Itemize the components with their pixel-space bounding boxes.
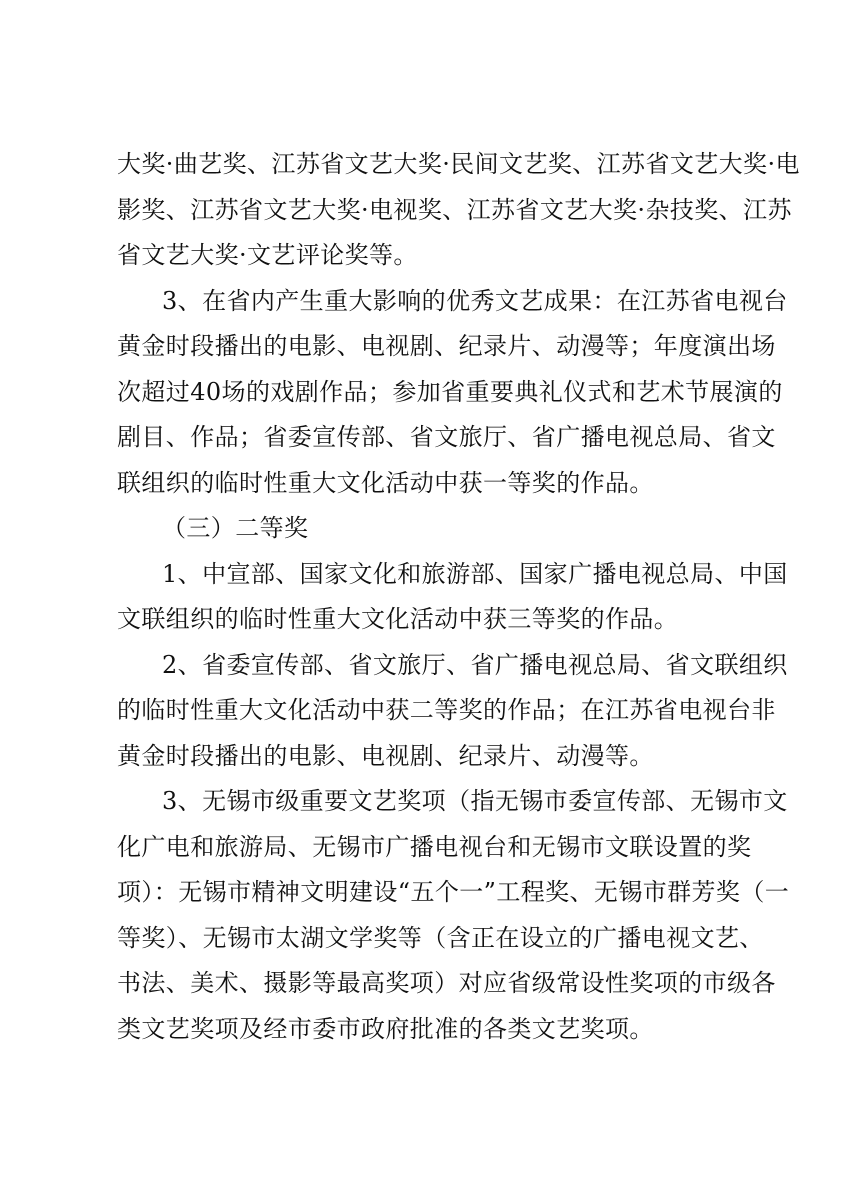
text-line: 大奖·曲艺奖、江苏省文艺大奖·民间文艺奖、江苏省文艺大奖·电	[117, 150, 800, 178]
text-line: 3、无锡市级重要文艺奖项（指无锡市委宣传部、无锡市文	[162, 787, 788, 815]
text-line: 的临时性重大文化活动中获二等奖的作品；在江苏省电视台非	[117, 696, 776, 724]
section-heading: （三）二等奖	[162, 514, 309, 542]
text-line: 文联组织的临时性重大文化活动中获三等奖的作品。	[117, 605, 679, 633]
paragraph-item-3	[117, 779, 790, 1052]
section-heading-second-class	[117, 506, 742, 552]
text-line: 剧目、作品；省委宣传部、省文旅厅、省广播电视总局、省文	[117, 423, 776, 451]
text-line: 次超过40场的戏剧作品；参加省重要典礼仪式和艺术节展演的	[117, 377, 783, 406]
paragraph-item-1	[117, 552, 788, 643]
text-line: 黄金时段播出的电影、电视剧、纪录片、动漫等。	[117, 741, 654, 770]
text-line: 影奖、江苏省文艺大奖·电视奖、江苏省文艺大奖·杂技奖、江苏	[117, 195, 792, 224]
text-line: 省文艺大奖·文艺评论奖等。	[117, 241, 418, 269]
text-line: 书法、美术、摄影等最高奖项）对应省级常设性奖项的市级各	[117, 969, 776, 997]
text-line: 1、中宣部、国家文化和旅游部、国家广播电视总局、中国	[162, 559, 788, 588]
text-line: 3、在省内产生重大影响的优秀文艺成果：在江苏省电视台	[162, 286, 788, 315]
text-line: 项）：无锡市精神文明建设“五个一”工程奖、无锡市群芳奖（一	[117, 878, 790, 906]
text-line: 类文艺奖项及经市委市政府批准的各类文艺奖项。	[117, 1014, 654, 1043]
text-line: 联组织的临时性重大文化活动中获一等奖的作品。	[117, 468, 654, 497]
paragraph-item-2	[117, 643, 788, 780]
document-body	[117, 142, 800, 1052]
paragraph-item-3-first-class	[117, 279, 788, 507]
paragraph-continuation	[117, 142, 800, 279]
text-line: 化广电和旅游局、无锡市广播电视台和无锡市文联设置的奖	[117, 832, 752, 861]
text-line: 等奖）、无锡市太湖文学奖等（含正在设立的广播电视文艺、	[117, 923, 764, 952]
text-line: 黄金时段播出的电影、电视剧、纪录片、动漫等；年度演出场	[117, 332, 776, 360]
text-line: 2、省委宣传部、省文旅厅、省广播电视总局、省文联组织	[162, 650, 788, 679]
